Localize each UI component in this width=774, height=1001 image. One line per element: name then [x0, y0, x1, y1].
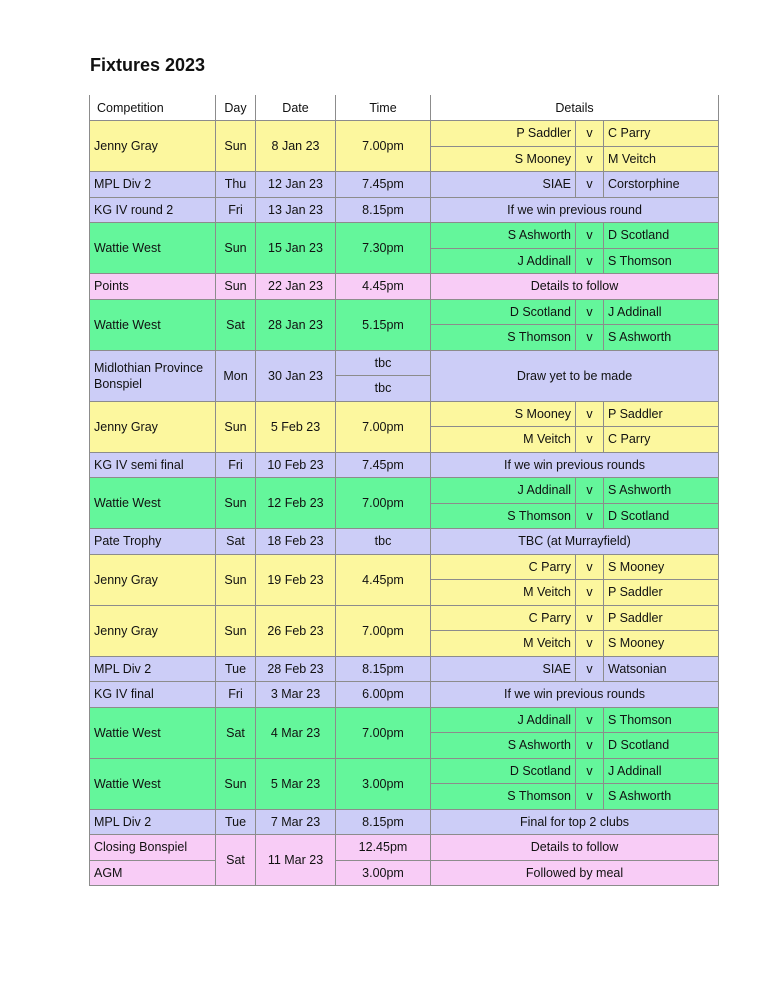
- competition-cell: Wattie West: [90, 707, 216, 758]
- versus-label: v: [576, 656, 604, 682]
- day-cell: Fri: [216, 452, 256, 478]
- details-cell: Draw yet to be made: [431, 350, 719, 401]
- time-cell: 3.00pm: [336, 860, 431, 886]
- day-cell: Sun: [216, 121, 256, 172]
- team-a: J Addinall: [431, 478, 576, 504]
- date-cell: 5 Feb 23: [256, 401, 336, 452]
- details-cell: If we win previous round: [431, 197, 719, 223]
- competition-cell: Closing Bonspiel: [90, 835, 216, 861]
- day-cell: Sun: [216, 401, 256, 452]
- time-cell: 7.00pm: [336, 121, 431, 172]
- versus-label: v: [576, 758, 604, 784]
- versus-label: v: [576, 707, 604, 733]
- fixtures-table: [89, 95, 719, 886]
- day-cell: Tue: [216, 809, 256, 835]
- team-b: C Parry: [604, 427, 719, 453]
- time-cell: 8.15pm: [336, 809, 431, 835]
- time-cell: 7.45pm: [336, 452, 431, 478]
- fixture-row: [90, 121, 719, 147]
- fixture-row: [90, 656, 719, 682]
- versus-label: v: [576, 325, 604, 351]
- date-cell: 10 Feb 23: [256, 452, 336, 478]
- competition-cell: KG IV round 2: [90, 197, 216, 223]
- versus-label: v: [576, 146, 604, 172]
- team-b: P Saddler: [604, 401, 719, 427]
- fixture-row: [90, 274, 719, 300]
- team-a: M Veitch: [431, 631, 576, 657]
- fixture-row: [90, 605, 719, 631]
- day-cell: Thu: [216, 172, 256, 198]
- team-b: M Veitch: [604, 146, 719, 172]
- competition-cell: AGM: [90, 860, 216, 886]
- header-day: Day: [216, 95, 256, 121]
- team-a: S Ashworth: [431, 733, 576, 759]
- time-cell: 4.45pm: [336, 554, 431, 605]
- date-cell: 26 Feb 23: [256, 605, 336, 656]
- team-b: S Ashworth: [604, 784, 719, 810]
- fixture-row: [90, 682, 719, 708]
- time-cell: 7.30pm: [336, 223, 431, 274]
- versus-label: v: [576, 401, 604, 427]
- versus-label: v: [576, 427, 604, 453]
- date-cell: 30 Jan 23: [256, 350, 336, 401]
- fixture-row: [90, 350, 719, 376]
- day-cell: Sun: [216, 758, 256, 809]
- date-cell: 4 Mar 23: [256, 707, 336, 758]
- day-cell: Mon: [216, 350, 256, 401]
- date-cell: 15 Jan 23: [256, 223, 336, 274]
- time-cell: 4.45pm: [336, 274, 431, 300]
- team-b: C Parry: [604, 121, 719, 147]
- team-b: S Ashworth: [604, 478, 719, 504]
- details-cell: Followed by meal: [431, 860, 719, 886]
- competition-cell: Pate Trophy: [90, 529, 216, 555]
- day-cell: Sun: [216, 605, 256, 656]
- day-cell: Sun: [216, 478, 256, 529]
- time-cell: 6.00pm: [336, 682, 431, 708]
- header-row: [90, 95, 719, 121]
- fixture-row: [90, 554, 719, 580]
- versus-label: v: [576, 503, 604, 529]
- header-details: Details: [431, 95, 719, 121]
- fixture-row: [90, 835, 719, 861]
- date-cell: 18 Feb 23: [256, 529, 336, 555]
- details-cell: Details to follow: [431, 835, 719, 861]
- team-b: S Mooney: [604, 631, 719, 657]
- day-cell: Sun: [216, 554, 256, 605]
- team-a: S Thomson: [431, 325, 576, 351]
- fixture-row: [90, 809, 719, 835]
- versus-label: v: [576, 478, 604, 504]
- competition-cell: Jenny Gray: [90, 605, 216, 656]
- team-a: S Thomson: [431, 784, 576, 810]
- versus-label: v: [576, 631, 604, 657]
- details-cell: Details to follow: [431, 274, 719, 300]
- date-cell: 8 Jan 23: [256, 121, 336, 172]
- team-b: P Saddler: [604, 580, 719, 606]
- details-cell: TBC (at Murrayfield): [431, 529, 719, 555]
- competition-cell: Points: [90, 274, 216, 300]
- competition-cell: MPL Div 2: [90, 809, 216, 835]
- competition-cell: Jenny Gray: [90, 554, 216, 605]
- date-cell: 11 Mar 23: [256, 835, 336, 886]
- team-a: D Scotland: [431, 299, 576, 325]
- header-competition: Competition: [90, 95, 216, 121]
- team-a: J Addinall: [431, 707, 576, 733]
- versus-label: v: [576, 248, 604, 274]
- date-cell: 12 Feb 23: [256, 478, 336, 529]
- versus-label: v: [576, 223, 604, 249]
- fixture-row: [90, 860, 719, 886]
- date-cell: 28 Feb 23: [256, 656, 336, 682]
- team-b: Corstorphine: [604, 172, 719, 198]
- day-cell: Sat: [216, 835, 256, 886]
- day-cell: Fri: [216, 682, 256, 708]
- competition-cell: Wattie West: [90, 478, 216, 529]
- date-cell: 12 Jan 23: [256, 172, 336, 198]
- details-cell: Final for top 2 clubs: [431, 809, 719, 835]
- team-b: P Saddler: [604, 605, 719, 631]
- versus-label: v: [576, 784, 604, 810]
- competition-cell: Jenny Gray: [90, 121, 216, 172]
- time-cell: tbc: [336, 350, 431, 376]
- team-a: S Mooney: [431, 401, 576, 427]
- team-a: S Ashworth: [431, 223, 576, 249]
- team-b: D Scotland: [604, 503, 719, 529]
- competition-cell: Jenny Gray: [90, 401, 216, 452]
- competition-cell: KG IV semi final: [90, 452, 216, 478]
- fixtures-body: [90, 121, 719, 886]
- page-title: Fixtures 2023: [90, 55, 206, 75]
- date-cell: 5 Mar 23: [256, 758, 336, 809]
- day-cell: Sun: [216, 274, 256, 300]
- fixture-row: [90, 401, 719, 427]
- versus-label: v: [576, 172, 604, 198]
- time-cell: 5.15pm: [336, 299, 431, 350]
- versus-label: v: [576, 580, 604, 606]
- team-b: J Addinall: [604, 299, 719, 325]
- fixture-row: [90, 223, 719, 249]
- competition-cell: Midlothian Province Bonspiel: [90, 350, 216, 401]
- details-cell: If we win previous rounds: [431, 452, 719, 478]
- time-cell: 7.00pm: [336, 478, 431, 529]
- details-cell: If we win previous rounds: [431, 682, 719, 708]
- competition-cell: Wattie West: [90, 223, 216, 274]
- date-cell: 19 Feb 23: [256, 554, 336, 605]
- time-cell: 7.00pm: [336, 401, 431, 452]
- fixture-row: [90, 197, 719, 223]
- time-cell: tbc: [336, 529, 431, 555]
- competition-cell: Wattie West: [90, 758, 216, 809]
- day-cell: Sat: [216, 299, 256, 350]
- day-cell: Fri: [216, 197, 256, 223]
- team-b: S Thomson: [604, 707, 719, 733]
- team-a: SIAE: [431, 172, 576, 198]
- fixture-row: [90, 478, 719, 504]
- team-b: D Scotland: [604, 223, 719, 249]
- time-cell: 7.00pm: [336, 605, 431, 656]
- team-a: P Saddler: [431, 121, 576, 147]
- team-a: SIAE: [431, 656, 576, 682]
- team-a: S Mooney: [431, 146, 576, 172]
- team-b: S Mooney: [604, 554, 719, 580]
- versus-label: v: [576, 733, 604, 759]
- fixture-row: [90, 529, 719, 555]
- header-date: Date: [256, 95, 336, 121]
- competition-cell: KG IV final: [90, 682, 216, 708]
- fixture-row: [90, 707, 719, 733]
- versus-label: v: [576, 121, 604, 147]
- team-b: S Ashworth: [604, 325, 719, 351]
- team-b: D Scotland: [604, 733, 719, 759]
- day-cell: Sat: [216, 529, 256, 555]
- versus-label: v: [576, 605, 604, 631]
- competition-cell: MPL Div 2: [90, 172, 216, 198]
- fixture-row: [90, 299, 719, 325]
- team-b: J Addinall: [604, 758, 719, 784]
- time-cell: 7.45pm: [336, 172, 431, 198]
- team-a: C Parry: [431, 605, 576, 631]
- fixture-row: [90, 172, 719, 198]
- time-cell: 8.15pm: [336, 197, 431, 223]
- competition-cell: Wattie West: [90, 299, 216, 350]
- versus-label: v: [576, 299, 604, 325]
- team-b: S Thomson: [604, 248, 719, 274]
- team-a: S Thomson: [431, 503, 576, 529]
- time-cell: 7.00pm: [336, 707, 431, 758]
- header-time: Time: [336, 95, 431, 121]
- competition-cell: MPL Div 2: [90, 656, 216, 682]
- team-a: M Veitch: [431, 427, 576, 453]
- fixture-row: [90, 758, 719, 784]
- day-cell: Sun: [216, 223, 256, 274]
- team-a: J Addinall: [431, 248, 576, 274]
- day-cell: Tue: [216, 656, 256, 682]
- fixture-row: [90, 452, 719, 478]
- team-a: D Scotland: [431, 758, 576, 784]
- day-cell: Sat: [216, 707, 256, 758]
- time-cell: 12.45pm: [336, 835, 431, 861]
- time-cell: tbc: [336, 376, 431, 402]
- date-cell: 22 Jan 23: [256, 274, 336, 300]
- time-cell: 8.15pm: [336, 656, 431, 682]
- team-a: M Veitch: [431, 580, 576, 606]
- date-cell: 13 Jan 23: [256, 197, 336, 223]
- date-cell: 28 Jan 23: [256, 299, 336, 350]
- team-a: C Parry: [431, 554, 576, 580]
- date-cell: 3 Mar 23: [256, 682, 336, 708]
- time-cell: 3.00pm: [336, 758, 431, 809]
- versus-label: v: [576, 554, 604, 580]
- date-cell: 7 Mar 23: [256, 809, 336, 835]
- team-b: Watsonian: [604, 656, 719, 682]
